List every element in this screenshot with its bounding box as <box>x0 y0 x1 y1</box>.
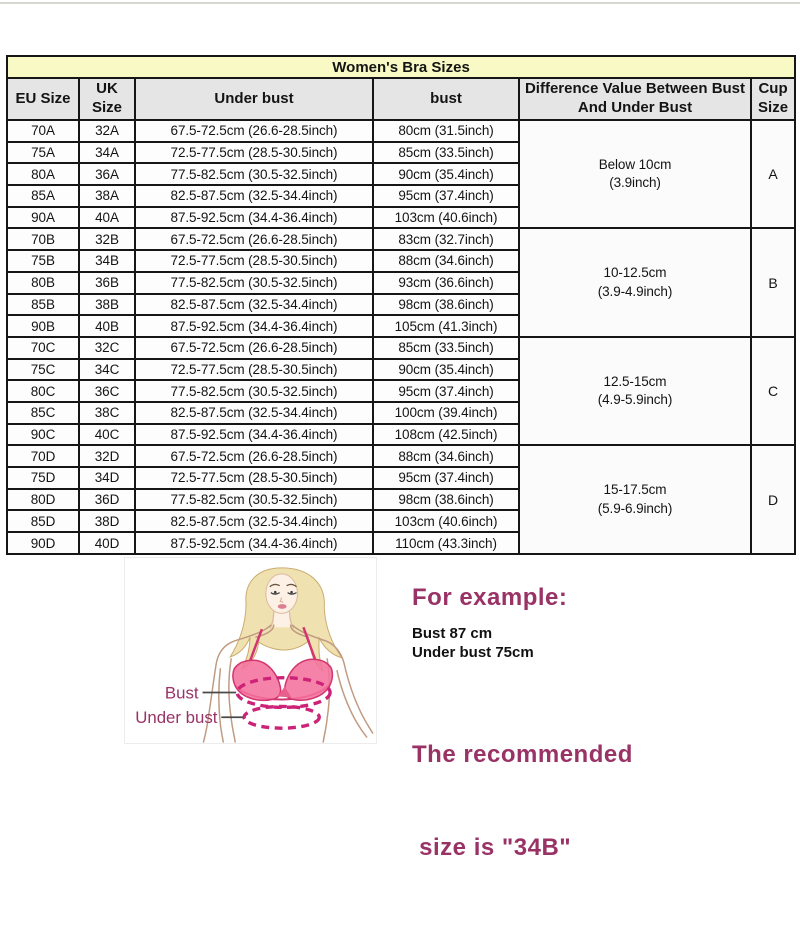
table-header-row <box>7 78 795 120</box>
cup-size-cell: D <box>751 445 795 554</box>
eu-size-cell: 90A <box>7 207 79 229</box>
uk-size-cell: 34A <box>79 142 135 164</box>
bust-label: Bust <box>164 683 199 703</box>
under-bust-cell: 72.5-77.5cm (28.5-30.5inch) <box>135 467 373 489</box>
under-bust-cell: 67.5-72.5cm (26.6-28.5inch) <box>135 120 373 142</box>
difference-line-1: 10-12.5cm <box>603 265 667 281</box>
eu-size-cell: 90C <box>7 424 79 446</box>
under-bust-cell: 77.5-82.5cm (30.5-32.5inch) <box>135 380 373 402</box>
column-header-difference: Difference Value Between Bust And Under Bust <box>519 78 751 120</box>
example-bust-value: Bust 87 cm <box>412 625 493 642</box>
example-result-line-1: The recommended <box>412 741 633 768</box>
uk-size-cell: 34B <box>79 250 135 272</box>
bra-size-table <box>6 55 796 555</box>
example-block <box>412 584 722 925</box>
eu-size-cell: 85A <box>7 185 79 207</box>
cup-size-cell: C <box>751 337 795 445</box>
bust-cell: 95cm (37.4inch) <box>373 185 519 207</box>
uk-size-cell: 36C <box>79 380 135 402</box>
under-bust-cell: 72.5-77.5cm (28.5-30.5inch) <box>135 142 373 164</box>
column-header-eu-size: EU Size <box>7 78 79 120</box>
eu-size-cell: 85C <box>7 402 79 424</box>
eu-size-cell: 75C <box>7 359 79 381</box>
eu-size-cell: 70D <box>7 445 79 467</box>
under-bust-cell: 82.5-87.5cm (32.5-34.4inch) <box>135 510 373 532</box>
eu-size-cell: 80C <box>7 380 79 402</box>
difference-line-1: 12.5-15cm <box>603 373 667 389</box>
example-result-line-2: size is "34B" <box>412 834 572 861</box>
eu-size-cell: 85D <box>7 510 79 532</box>
bust-cell: 83cm (32.7inch) <box>373 228 519 250</box>
eu-size-cell: 90D <box>7 532 79 554</box>
under-bust-cell: 87.5-92.5cm (34.4-36.4inch) <box>135 207 373 229</box>
under-bust-cell: 77.5-82.5cm (30.5-32.5inch) <box>135 272 373 294</box>
example-under-bust-value: Under bust 75cm <box>412 644 534 661</box>
bust-cell: 93cm (36.6inch) <box>373 272 519 294</box>
uk-size-cell: 38A <box>79 185 135 207</box>
uk-size-cell: 32C <box>79 337 135 359</box>
example-result <box>412 677 722 925</box>
bust-cell: 90cm (35.4inch) <box>373 163 519 185</box>
bust-cell: 103cm (40.6inch) <box>373 207 519 229</box>
column-header-under-bust: Under bust <box>135 78 373 120</box>
eu-size-cell: 85B <box>7 294 79 316</box>
cup-size-cell: B <box>751 228 795 336</box>
under-bust-cell: 82.5-87.5cm (32.5-34.4inch) <box>135 185 373 207</box>
difference-line-2: (4.9-5.9inch) <box>597 392 673 408</box>
uk-size-cell: 32A <box>79 120 135 142</box>
eu-size-cell: 75B <box>7 250 79 272</box>
under-bust-cell: 67.5-72.5cm (26.6-28.5inch) <box>135 228 373 250</box>
bra-measurement-illustration <box>124 557 377 744</box>
size-row <box>7 337 795 359</box>
difference-line-2: (3.9-4.9inch) <box>597 283 673 299</box>
uk-size-cell: 32B <box>79 228 135 250</box>
difference-cell <box>519 228 751 336</box>
difference-line-2: (5.9-6.9inch) <box>597 500 673 516</box>
under-bust-label: Under bust <box>135 708 218 728</box>
difference-cell <box>519 445 751 554</box>
bust-cell: 105cm (41.3inch) <box>373 315 519 337</box>
eu-size-cell: 75D <box>7 467 79 489</box>
uk-size-cell: 36B <box>79 272 135 294</box>
difference-line-1: Below 10cm <box>598 157 672 172</box>
under-bust-measure-line-icon <box>244 706 319 728</box>
under-bust-cell: 72.5-77.5cm (28.5-30.5inch) <box>135 250 373 272</box>
column-header-uk-size: UK Size <box>79 78 135 120</box>
bust-cell: 95cm (37.4inch) <box>373 467 519 489</box>
uk-size-cell: 40B <box>79 315 135 337</box>
bust-cell: 103cm (40.6inch) <box>373 510 519 532</box>
bust-cell: 85cm (33.5inch) <box>373 142 519 164</box>
eu-size-cell: 80A <box>7 163 79 185</box>
under-bust-cell: 87.5-92.5cm (34.4-36.4inch) <box>135 532 373 554</box>
bust-cell: 95cm (37.4inch) <box>373 380 519 402</box>
bust-cell: 100cm (39.4inch) <box>373 402 519 424</box>
eu-size-cell: 90B <box>7 315 79 337</box>
bust-cell: 110cm (43.3inch) <box>373 532 519 554</box>
uk-size-cell: 38D <box>79 510 135 532</box>
uk-size-cell: 36A <box>79 163 135 185</box>
size-row <box>7 228 795 250</box>
uk-size-cell: 36D <box>79 489 135 511</box>
column-header-cup-size: Cup Size <box>751 78 795 120</box>
eu-size-cell: 70C <box>7 337 79 359</box>
uk-size-cell: 40D <box>79 532 135 554</box>
uk-size-cell: 40C <box>79 424 135 446</box>
size-row <box>7 120 795 142</box>
example-measurements <box>412 624 722 662</box>
eu-size-cell: 75A <box>7 142 79 164</box>
eu-size-cell: 80D <box>7 489 79 511</box>
bust-cell: 98cm (38.6inch) <box>373 294 519 316</box>
left-pupil <box>274 591 277 594</box>
bust-cell: 80cm (31.5inch) <box>373 120 519 142</box>
bust-cell: 108cm (42.5inch) <box>373 424 519 446</box>
right-pupil <box>290 591 293 594</box>
difference-line-1: 15-17.5cm <box>603 482 667 498</box>
woman-sketch-icon <box>125 558 376 743</box>
eu-size-cell: 70A <box>7 120 79 142</box>
photo-edge-line <box>0 2 800 4</box>
under-bust-cell: 87.5-92.5cm (34.4-36.4inch) <box>135 315 373 337</box>
under-bust-cell: 67.5-72.5cm (26.6-28.5inch) <box>135 445 373 467</box>
eu-size-cell: 80B <box>7 272 79 294</box>
under-bust-cell: 87.5-92.5cm (34.4-36.4inch) <box>135 424 373 446</box>
bust-cell: 88cm (34.6inch) <box>373 250 519 272</box>
bust-cell: 90cm (35.4inch) <box>373 359 519 381</box>
difference-line-2: (3.9inch) <box>609 175 661 191</box>
bust-cell: 85cm (33.5inch) <box>373 337 519 359</box>
uk-size-cell: 38C <box>79 402 135 424</box>
uk-size-cell: 32D <box>79 445 135 467</box>
difference-cell <box>519 337 751 445</box>
uk-size-cell: 34D <box>79 467 135 489</box>
size-row <box>7 445 795 467</box>
difference-cell <box>519 120 751 228</box>
eu-size-cell: 70B <box>7 228 79 250</box>
uk-size-cell: 38B <box>79 294 135 316</box>
under-bust-cell: 72.5-77.5cm (28.5-30.5inch) <box>135 359 373 381</box>
under-bust-cell: 77.5-82.5cm (30.5-32.5inch) <box>135 163 373 185</box>
under-bust-cell: 67.5-72.5cm (26.6-28.5inch) <box>135 337 373 359</box>
under-bust-cell: 77.5-82.5cm (30.5-32.5inch) <box>135 489 373 511</box>
bust-cell: 88cm (34.6inch) <box>373 445 519 467</box>
under-bust-cell: 82.5-87.5cm (32.5-34.4inch) <box>135 294 373 316</box>
table-title: Women's Bra Sizes <box>7 56 795 78</box>
example-heading: For example: <box>412 584 568 611</box>
column-header-bust: bust <box>373 78 519 120</box>
table-title-row <box>7 56 795 78</box>
under-bust-cell: 82.5-87.5cm (32.5-34.4inch) <box>135 402 373 424</box>
lips <box>278 604 287 609</box>
uk-size-cell: 34C <box>79 359 135 381</box>
cup-size-cell: A <box>751 120 795 228</box>
uk-size-cell: 40A <box>79 207 135 229</box>
bust-cell: 98cm (38.6inch) <box>373 489 519 511</box>
